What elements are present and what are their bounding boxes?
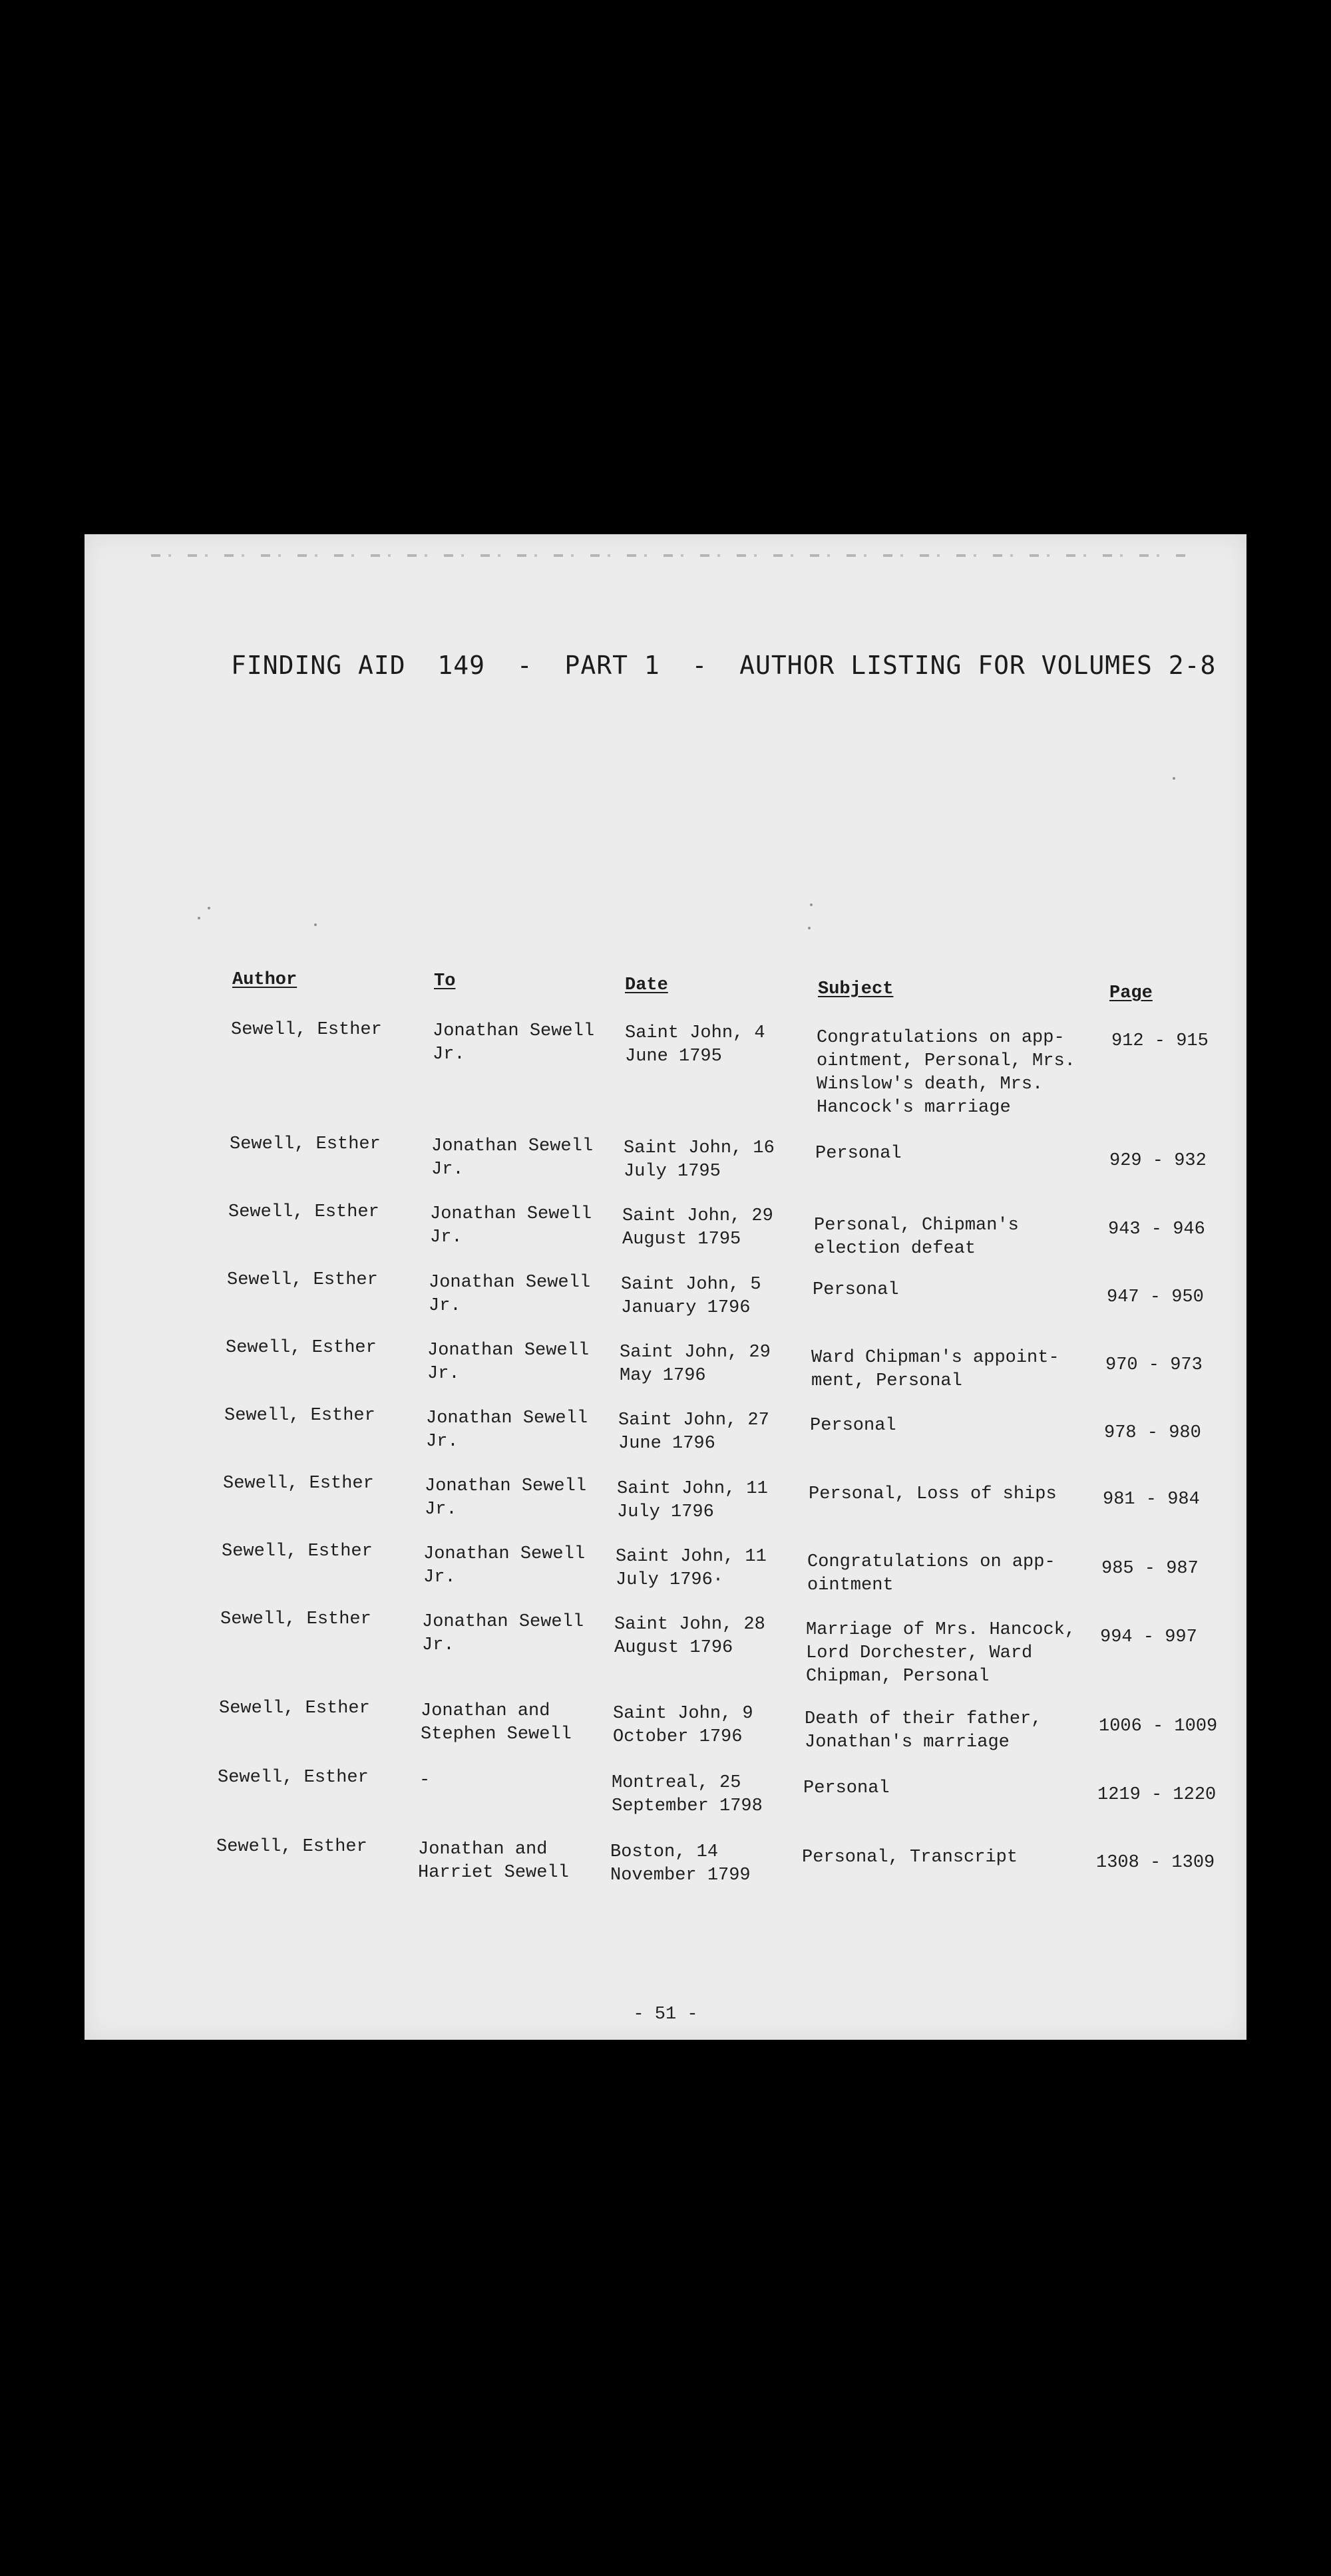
- row-recipient: -: [419, 1770, 431, 1790]
- column-header-subject: Subject: [818, 979, 894, 999]
- row-subject: Death of their father, Jonathan's marriage: [805, 1709, 1042, 1752]
- row-author: Sewell, Esther: [231, 1020, 382, 1040]
- row-author: Sewell, Esther: [227, 1270, 378, 1290]
- row-pages: 970 - 973: [1105, 1355, 1203, 1375]
- row-recipient: Jonathan Sewell Jr.: [426, 1408, 588, 1452]
- row-subject: Personal: [813, 1280, 899, 1300]
- row-author: Sewell, Esther: [218, 1768, 369, 1788]
- row-recipient: Jonathan Sewell Jr.: [425, 1476, 587, 1520]
- row-pages: 994 - 997: [1100, 1627, 1197, 1647]
- row-recipient: Jonathan Sewell Jr.: [422, 1612, 584, 1655]
- page-number: - 51 -: [633, 2005, 698, 2024]
- page-heading: FINDING AID 149 - PART 1 - AUTHOR LISTING FOR VOLUMES 2-8: [231, 651, 1217, 680]
- row-date: Montreal, 25 September 1798: [612, 1773, 763, 1816]
- row-author: Sewell, Esther: [228, 1202, 379, 1222]
- row-date: Saint John, 5 January 1796: [621, 1275, 761, 1318]
- row-date: Saint John, 29 August 1795: [622, 1206, 773, 1249]
- row-subject: Personal, Chipman's election defeat: [814, 1215, 1019, 1259]
- row-subject: Personal: [810, 1416, 896, 1436]
- row-author: Sewell, Esther: [223, 1474, 374, 1494]
- row-recipient: Jonathan Sewell Jr.: [427, 1341, 590, 1384]
- row-subject: Ward Chipman's appoint- ment, Personal: [811, 1348, 1059, 1391]
- column-header-to: To: [434, 971, 456, 991]
- row-date: Saint John, 27 June 1796: [618, 1410, 769, 1454]
- row-recipient: Jonathan Sewell Jr.: [431, 1136, 594, 1180]
- row-pages: 1006 - 1009: [1099, 1716, 1218, 1736]
- column-header-date: Date: [625, 975, 668, 995]
- row-date: Saint John, 4 June 1795: [625, 1023, 765, 1066]
- row-subject: Personal, Transcript: [802, 1848, 1018, 1867]
- scan-speck: [810, 903, 813, 906]
- row-recipient: Jonathan Sewell Jr.: [423, 1544, 586, 1587]
- scan-speck: [1173, 777, 1175, 780]
- row-subject: Congratulations on app- ointment: [807, 1552, 1055, 1595]
- row-pages: 1219 - 1220: [1097, 1785, 1217, 1805]
- row-date: Saint John, 9 October 1796: [613, 1704, 753, 1747]
- scan-speck: [208, 907, 210, 909]
- scan-speck: [808, 927, 811, 929]
- scan-artifact: [151, 554, 1189, 557]
- row-author: Sewell, Esther: [230, 1134, 381, 1154]
- row-date: Saint John, 29 May 1796: [620, 1343, 771, 1386]
- scan-speck: [198, 917, 200, 919]
- scan-speck: [314, 923, 317, 926]
- document-page: [85, 534, 1246, 2040]
- row-recipient: Jonathan Sewell Jr.: [430, 1204, 592, 1247]
- row-recipient: Jonathan Sewell Jr.: [433, 1021, 595, 1064]
- column-header-author: Author: [232, 970, 297, 990]
- row-date: Boston, 14 November 1799: [610, 1842, 751, 1885]
- row-author: Sewell, Esther: [220, 1609, 371, 1629]
- row-author: Sewell, Esther: [222, 1541, 373, 1561]
- row-pages: 912 - 915: [1111, 1031, 1209, 1051]
- row-date: Saint John, 11 July 1796·: [616, 1547, 767, 1590]
- row-pages: 943 - 946: [1108, 1219, 1205, 1239]
- row-pages: 985 - 987: [1101, 1559, 1199, 1579]
- row-author: Sewell, Esther: [219, 1698, 370, 1718]
- row-subject: Personal: [815, 1144, 902, 1164]
- row-pages: 1308 - 1309: [1096, 1853, 1215, 1873]
- row-pages: 947 - 950: [1107, 1287, 1204, 1307]
- row-pages: 929 - 932: [1109, 1151, 1207, 1171]
- row-pages: 978 - 980: [1104, 1423, 1201, 1443]
- row-author: Sewell, Esther: [216, 1837, 367, 1857]
- row-recipient: Jonathan Sewell Jr.: [429, 1273, 591, 1316]
- row-date: Saint John, 11 July 1796: [617, 1479, 768, 1522]
- row-subject: Personal: [803, 1778, 890, 1798]
- row-author: Sewell, Esther: [224, 1406, 375, 1426]
- row-recipient: Jonathan and Stephen Sewell: [421, 1701, 572, 1744]
- row-date: Saint John, 28 August 1796: [614, 1615, 765, 1658]
- row-subject: Personal, Loss of ships: [809, 1484, 1057, 1504]
- row-subject: Marriage of Mrs. Hancock, Lord Dorchester, Ward Chipman, Personal: [806, 1620, 1076, 1687]
- row-pages: 981 - 984: [1103, 1490, 1200, 1510]
- row-author: Sewell, Esther: [226, 1338, 377, 1358]
- row-subject: Congratulations on app- ointment, Personal, Mrs. Winslow's death, Mrs. Hancock's marriage: [817, 1028, 1075, 1118]
- row-date: Saint John, 16 July 1795: [624, 1138, 775, 1182]
- row-recipient: Jonathan and Harriet Sewell: [418, 1840, 569, 1883]
- column-header-page: Page: [1109, 983, 1153, 1003]
